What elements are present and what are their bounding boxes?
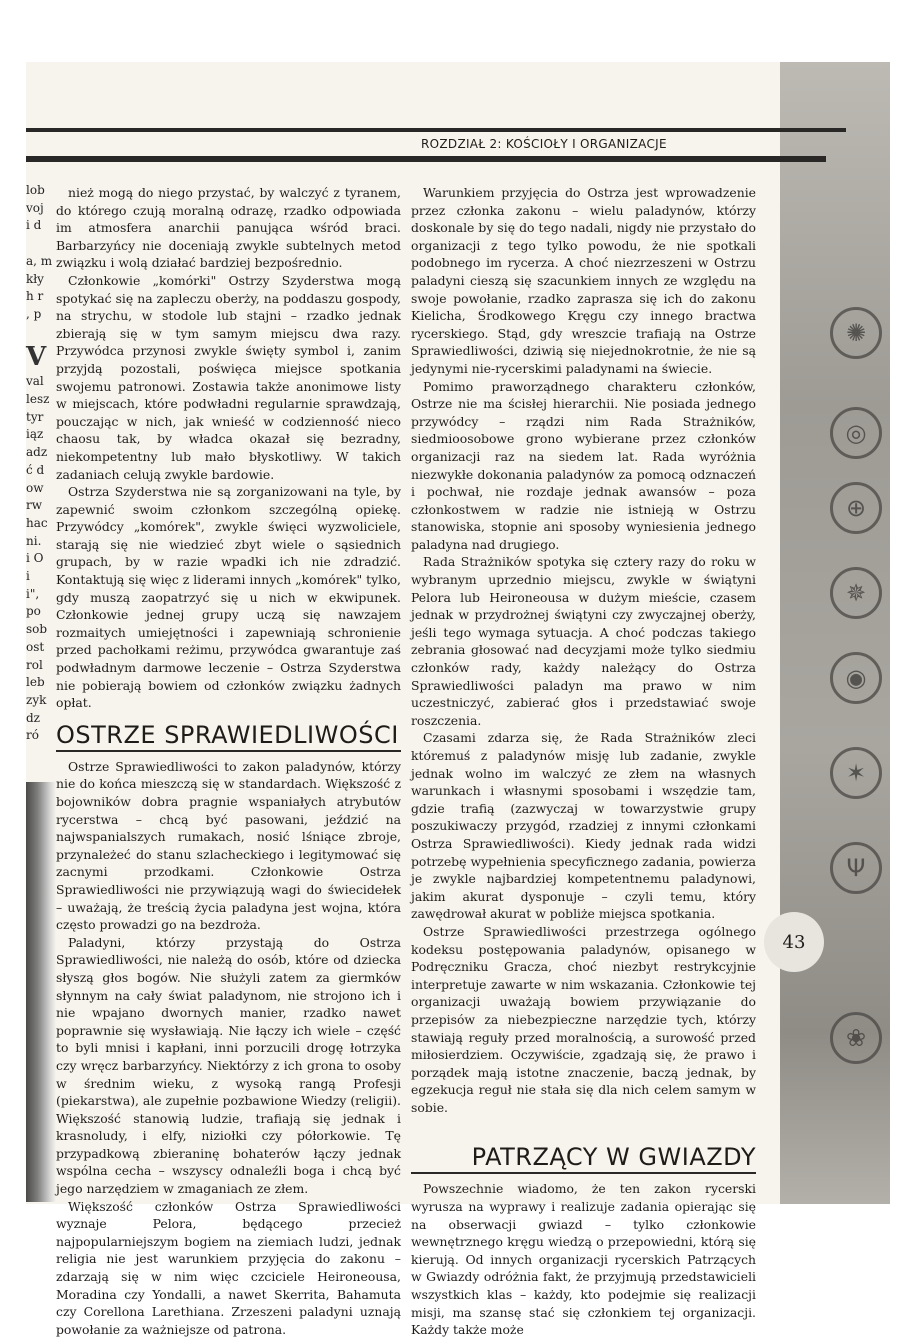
previous-page-edge: [26, 182, 56, 792]
margin-fragment: leb: [26, 675, 45, 690]
flower-icon: ❀: [830, 1012, 882, 1064]
margin-fragment: V: [26, 342, 47, 373]
decorative-border: [780, 62, 890, 1204]
header-top-rule: [26, 128, 846, 132]
right-column-body: [411, 1180, 756, 1338]
margin-fragment: val: [26, 374, 44, 389]
paragraph: Powszechnie wiadomo, że ten zakon rycerski wyrusza na wyprawy i realizuje zadania opierając się na obserwacji gwiazd – tylko członkowie wewnętrznego kręgu wiedzą o przepowiedni, którą się kierują. Od innych organizacji rycerskich Patrzących w Gwiazdy odróżnia fakt, że przyjmują przedstawicieli wszystkich klas – każdy, kto podejmie się realizacji misji, ma szansę stać się członkiem tej organizacji. Każdy także może: [411, 1181, 756, 1338]
shield-icon: ⊕: [830, 482, 882, 534]
trident-icon: Ψ: [830, 842, 882, 894]
margin-fragment: rol: [26, 657, 43, 672]
section-heading-ostrze: OSTRZE SPRAWIEDLIWOŚCI: [56, 720, 401, 752]
margin-fragment: tyr: [26, 409, 44, 424]
star-icon: ✶: [830, 747, 882, 799]
margin-fragment: lob: [26, 183, 45, 197]
paragraph: Ostrze Sprawiedliwości to zakon paladynów, którzy nie do końca mieszczą się w standardach. Większość z bojowników dobra pragnie wspaniałych atrybutów rycerstwa – chcą być pasowani, jeździć na najwspanialszych rumakach, nosić lśniące zbroje, przynależeć do stanu szlacheckiego i legitymować się zacnymi przodkami. Członkowie Ostrza Sprawiedliwości nie przywiązują wagi do świecidełek – uważają, że treścią życia paladyna jest wojna, która często prowadzi go na bezdroża.: [56, 758, 401, 933]
page-number-badge: [764, 912, 824, 972]
previous-page-artwork: [26, 782, 56, 1202]
margin-fragment: adz: [26, 445, 48, 460]
margin-fragment: i",: [26, 586, 40, 601]
margin-fragment: ow: [26, 480, 44, 495]
left-column: [56, 184, 401, 1338]
margin-fragment: voj: [26, 200, 44, 215]
margin-fragment: i: [26, 569, 30, 584]
margin-fragment: po: [26, 604, 41, 619]
margin-fragment: lesz: [26, 392, 50, 407]
chapter-title: ROZDZIAŁ 2: KOŚCIOŁY I ORGANIZACJE: [421, 137, 667, 151]
margin-fragment: [26, 235, 56, 253]
margin-fragment: ni.: [26, 533, 42, 548]
chapter-header: [26, 116, 890, 176]
paragraph: Pomimo praworządnego charakteru członków, Ostrze nie ma ścisłej hierarchii. Nie posiada jednego przywódcy – rządzi nim Rada Strażników, siedmioosobowe grono wybierane przez członków organizacji raz na siedem lat. Rada wyróżnia niezwykłe dokonania paladynów za pomocą odznaczeń i pochwał, nie rozdaje jednak awansów – poza członkostwem w radzie nie istnieją w Ostrzu stanowiska, stopnie ani sposoby wyniesienia jednego paladyna nad drugiego.: [411, 378, 756, 552]
right-column-intro: [411, 184, 756, 1116]
paragraph: Rada Strażników spotyka się cztery razy do roku w wybranym uprzednio miejscu, zwykle w świątyni Pelora lub Heironeousa w dużym mieście, czasem jednak w przydrożnej świątyni czy zwyczajnej oberży, jeśli tego wymaga sytuacja. A choć podczas takiego zebrania głosować nad decyzjami może tylko siedmiu członków rady, każdy należący do Ostrza Sprawiedliwości paladyn ma prawo w nim uczestniczyć, zabierać głos i przedstawiać swoje roszczenia.: [411, 554, 756, 728]
margin-fragment: , p: [26, 306, 42, 321]
eye-icon: ◉: [830, 652, 882, 704]
header-bottom-rule: [26, 156, 826, 162]
margin-fragment: [26, 324, 56, 342]
wheel-icon: ✵: [830, 567, 882, 619]
margin-fragment: kły: [26, 271, 44, 286]
paragraph: Czasami zdarza się, że Rada Strażników zleci któremuś z paladynów misję lub zadanie, zwykle jednak wolno im walczyć ze złem na własnych warunkach i własnymi sposobami i wszędzie tam, gdzie trafią (zazwyczaj w towarzystwie grupy poszukiwaczy przygód, rzadziej z innymi członkami Ostrza Sprawiedliwości). Kiedy jednak rada widzi potrzebę wypełnienia specyficznego zadania, powierza je zwykle najbardziej kompetentnemu paladynowi, jakim akurat dysponuje – czyli temu, który zawędrował akurat w pobliże miejsca spotkania.: [411, 730, 756, 922]
paragraph: Paladyni, którzy przystają do Ostrza Sprawiedliwości, nie należą do osób, które od dziecka słyszą głos bogów. Nie służyli zatem za giermków słynnym na cały świat paladynom, nie strojono ich i nie wpajano dwornych manier, rzadko nawet poprawnie się wysławiają. Nie łączy ich wiele – część to byli mnisi i kapłani, inni porzucili drogę łotrzyka czy wręcz barbarzyńcy. Niektórzy z ich grona to osoby w średnim wieku, z wysoką rangą Profesji (piekarstwa), ale zupełnie pozbawione Wiedzy (religii). Większość stanowią ludzie, trafiają się jednak i krasnoludy, i elfy, niziołki czy półorkowie. Tę przypadkową zbieraninę bohaterów łączy jednak wspólna cecha – wszyscy odnaleźli boga i chcą być jego narzędziem w zmaganiach ze złem.: [56, 934, 401, 1197]
paragraph: Warunkiem przyjęcia do Ostrza jest wprowadzenie przez członka zakonu – wielu paladynów, którzy doskonale by się do tego nadali, nigdy nie przystało do organizacji z tego tylko powodu, że nie spotkali podobnego im rycerza. A choć niezrzeszeni w Ostrzu paladyni cieszą się szacunkiem innych ze względu na swoje powołanie, rzadko zaprasza się ich do zakonu Kielicha, Środkowego Kręgu czy innego bractwa rycerskiego. Stąd, gdy wreszcie trafiają na Ostrze Sprawiedliwości, dziwią się niejednokrotnie, że nie są jedynymi nie-rycerskimi paladynami na świecie.: [411, 185, 756, 376]
margin-fragment: i d: [26, 218, 42, 233]
left-column-intro: [56, 184, 401, 712]
paragraph: Ostrze Sprawiedliwości przestrzega ogólnego kodeksu postępowania paladynów, opisanego w Podręczniku Gracza, choć niezbyt restrykcyjnie interpretuje zawarte w nim wskazania. Członkowie tej organizacji uważają bowiem przywiązanie do przepisów za niebezpieczne narzędzie tych, którzy stawiają reguły przed moralnością, a surowość przed miłosierdziem. Oczywiście, zgadzają się, że prawo i porządek mają istotne znaczenie, baczą jednak, by egzekucja reguł nie stała się dla nich celem samym w sobie.: [411, 923, 756, 1115]
margin-fragment: ró: [26, 728, 39, 743]
page-number: 43: [782, 931, 806, 953]
sun-rune-icon: ✺: [830, 307, 882, 359]
paragraph: Większość członków Ostrza Sprawiedliwości wyznaje Pelora, będącego przecież najpopularniejszym bogiem na ziemiach ludzi, jednak religia nie jest warunkiem przyjęcia do zakonu – zdarzają się w nim więc czciciele Heironeousa, Moradina czy Yondalli, a nawet Skerrita, Bahamuta czy Corellona Larethiana. Zrzeszeni paladyni uznają powołanie za ważniejsze od patrona.: [56, 1198, 401, 1337]
margin-fragment: a, m: [26, 253, 53, 268]
margin-fragment: dz: [26, 710, 41, 725]
section-heading-patrzacy: PATRZĄCY W GWIAZDY: [411, 1142, 756, 1174]
ring-icon: ◎: [830, 407, 882, 459]
paragraph: Ostrza Szyderstwa nie są zorganizowani na tyle, by zapewnić swoim członkom szczególną opiekę. Przywódcy „komórek", zwykle święci wyzwoliciele, starają się nie wiedzieć zbyt wiele o sąsiednich grupach, by w razie wpadki ich nie zdradzić. Kontaktują się więc z liderami innych „komórek" tylko, gdy muszą zaopatrzyć się u nich w ekwipunek. Członkowie jednej grupy uczą się nawzajem rozmaitych umiejętności i zapewniają schronienie przed pachołkami reżimu, przywódca gwarantuje zaś podwładnym darmowe leczenie – Ostrza Szyderstwa nie pobierają bowiem od członków związku żadnych opłat.: [56, 484, 401, 711]
margin-fragment: i O: [26, 551, 44, 566]
right-column: [411, 184, 756, 1339]
paragraph: nież mogą do niego przystać, by walczyć z tyranem, do którego czują moralną odrazę, rzadko odpowiada im atmosfera anarchii panująca wśród braci. Barbarzyńcy nie doceniają zwykle subtelnych metod związku i wolą działać bardziej bezpośrednio.: [56, 185, 401, 271]
margin-fragment: sob: [26, 622, 48, 637]
margin-fragment: zyk: [26, 692, 47, 707]
margin-fragment: ć d: [26, 462, 45, 477]
left-column-body: [56, 758, 401, 1339]
paragraph: Członkowie „komórki" Ostrzy Szyderstwa mogą spotykać się na zapleczu oberży, na poddaszu gospody, na strychu, w stodole lub stajni – rzadko jednak zbierają się w tym samym miejscu dwa razy. Przywódca przynosi zwykle święty symbol i, zanim przyjdą pozostali, poświęca miejsce spotkania swojemu patronowi. Zostawia także anonimowe listy w miejscach, które podwładni regularnie sprawdzają, pouczając w nich, jak wnieść w codzienność nieco chaosu tak, by władca okazał się bezradny, niekompetentny lub mało błyskotliwy. W takich zadaniach celują zwykle bardowie.: [56, 272, 401, 482]
book-page: [26, 62, 890, 1338]
margin-fragment: h r: [26, 289, 44, 304]
margin-fragment: rw: [26, 498, 43, 513]
margin-fragment: hac: [26, 515, 48, 530]
margin-fragment: iąz: [26, 427, 44, 442]
margin-fragment: ost: [26, 639, 45, 654]
